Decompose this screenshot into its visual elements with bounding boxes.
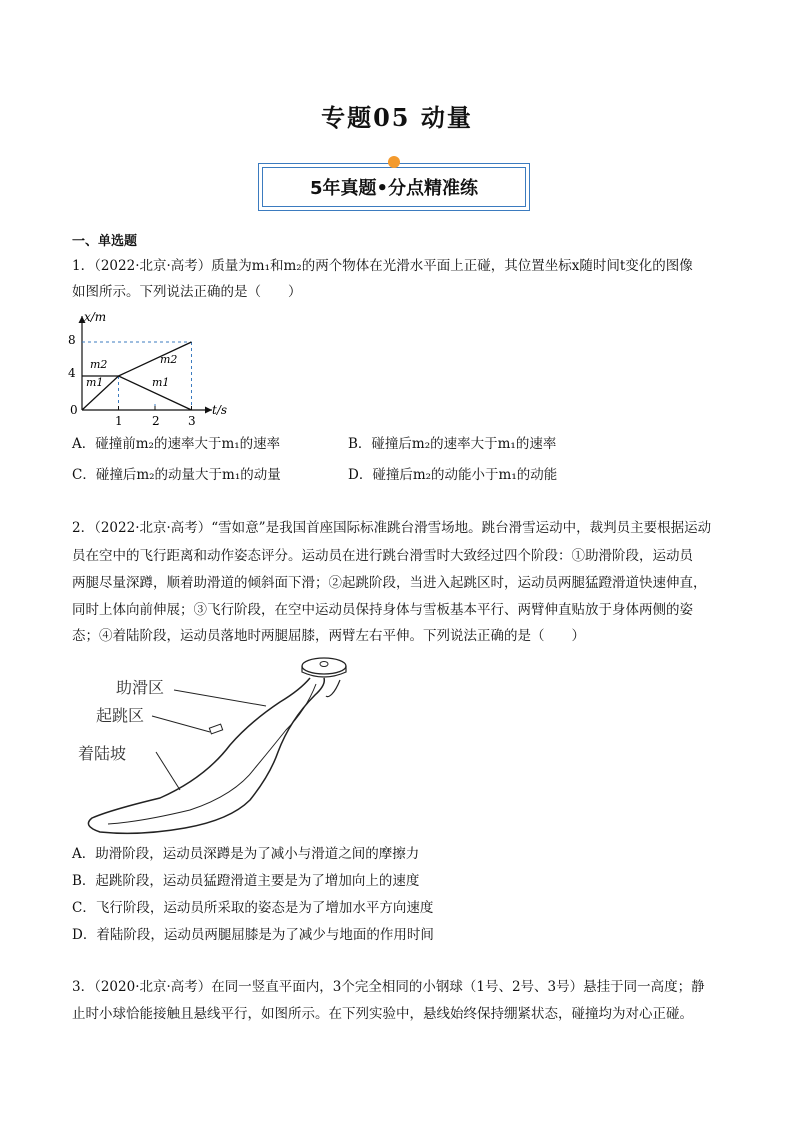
x-tick-1: 1 <box>115 414 123 428</box>
q3-line-2: 止时小球恰能接触且悬线平行，如图所示。在下列实验中，悬线始终保持绷紧状态，碰撞均为对心正碰。 <box>72 1006 693 1022</box>
q2-option-b: B．起跳阶段，运动员猛蹬滑道主要是为了增加向上的速度 <box>72 873 420 889</box>
x-tick-3: 3 <box>188 414 196 428</box>
label-m1-before: m1 <box>86 376 104 389</box>
x-axis-label: t/s <box>212 403 228 417</box>
q2-line-4: 同时上体向前伸展；③飞行阶段，在空中运动员保持身体与雪板基本平行、两臂伸直贴放于身体两侧的姿 <box>72 602 693 618</box>
q2-option-a: A．助滑阶段，运动员深蹲是为了减小与滑道之间的摩擦力 <box>72 846 420 862</box>
q2-line-1: 2．（2022·北京·高考）“雪如意”是我国首座国际标准跳台滑雪场地。跳台滑雪运动中，裁判员主要根据运动 <box>72 520 712 536</box>
ski-jump-figure <box>70 650 370 840</box>
page-title: 专题05 动量 <box>321 103 473 132</box>
label-zone2: 起跳区 <box>96 706 145 725</box>
takeoff-zone-marker <box>209 724 222 734</box>
q1-xt-graph <box>62 306 242 428</box>
q2-line-3: 两腿尽量深蹲，顺着助滑道的倾斜面下滑；②起跳阶段，当进入起跳区时，运动员两腿猛蹬滑道快速伸直， <box>72 575 707 591</box>
y-axis-label: x/m <box>84 310 107 324</box>
banner-text: 5年真题•分点精准练 <box>309 178 479 199</box>
platform-hole <box>320 662 328 667</box>
q1-option-c: C．碰撞后m₂的动量大于m₁的动量 <box>72 467 281 483</box>
q2-option-d: D．着陆阶段，运动员两腿屈膝是为了减少与地面的作用时间 <box>72 927 434 943</box>
y-tick-0: 0 <box>70 403 78 417</box>
x-tick-2: 2 <box>152 414 160 428</box>
section-banner <box>258 163 530 211</box>
tower-support <box>326 680 340 697</box>
banner-dot-icon <box>388 156 400 168</box>
q2-option-c: C．飞行阶段，运动员所采取的姿态是为了增加水平方向速度 <box>72 900 434 916</box>
q1-stem-line1: 1．（2022·北京·高考）质量为m₁和m₂的两个物体在光滑水平面上正碰，其位置坐标x随时间t变化的图像 <box>72 258 693 274</box>
q2-line-5: 态；④着陆阶段，运动员落地时两腿屈膝，两臂左右平伸。下列说法正确的是（ ） <box>72 628 585 644</box>
pointer-zone1 <box>174 690 266 706</box>
q1-option-b: B．碰撞后m₂的速率大于m₁的速率 <box>348 436 557 452</box>
q2-line-2: 员在空中的飞行距离和动作姿态评分。运动员在进行跳台滑雪时大致经过四个阶段：①助滑阶段，运动员 <box>72 548 693 564</box>
label-zone1: 助滑区 <box>116 678 165 697</box>
section-heading: 一、单选题 <box>72 234 138 249</box>
pointer-zone2 <box>152 716 210 732</box>
q3-line-1: 3．（2020·北京·高考）在同一竖直平面内，3个完全相同的小钢球（1号、2号、3号）悬挂于同一高度；静 <box>72 979 705 995</box>
q1-option-a: A．碰撞前m₂的速率大于m₁的速率 <box>72 436 281 452</box>
label-m2-after: m2 <box>160 353 178 366</box>
pointer-zone3 <box>156 752 180 790</box>
q1-stem-line2: 如图所示。下列说法正确的是（ ） <box>72 284 302 300</box>
label-zone3: 着陆坡 <box>78 744 127 763</box>
y-tick-8: 8 <box>68 333 76 347</box>
q1-option-d: D．碰撞后m₂的动能小于m₁的动能 <box>348 467 558 483</box>
series-line-3 <box>119 342 192 376</box>
label-m1-after: m1 <box>152 376 170 389</box>
label-m2-before: m2 <box>90 358 108 371</box>
y-tick-4: 4 <box>68 366 76 380</box>
